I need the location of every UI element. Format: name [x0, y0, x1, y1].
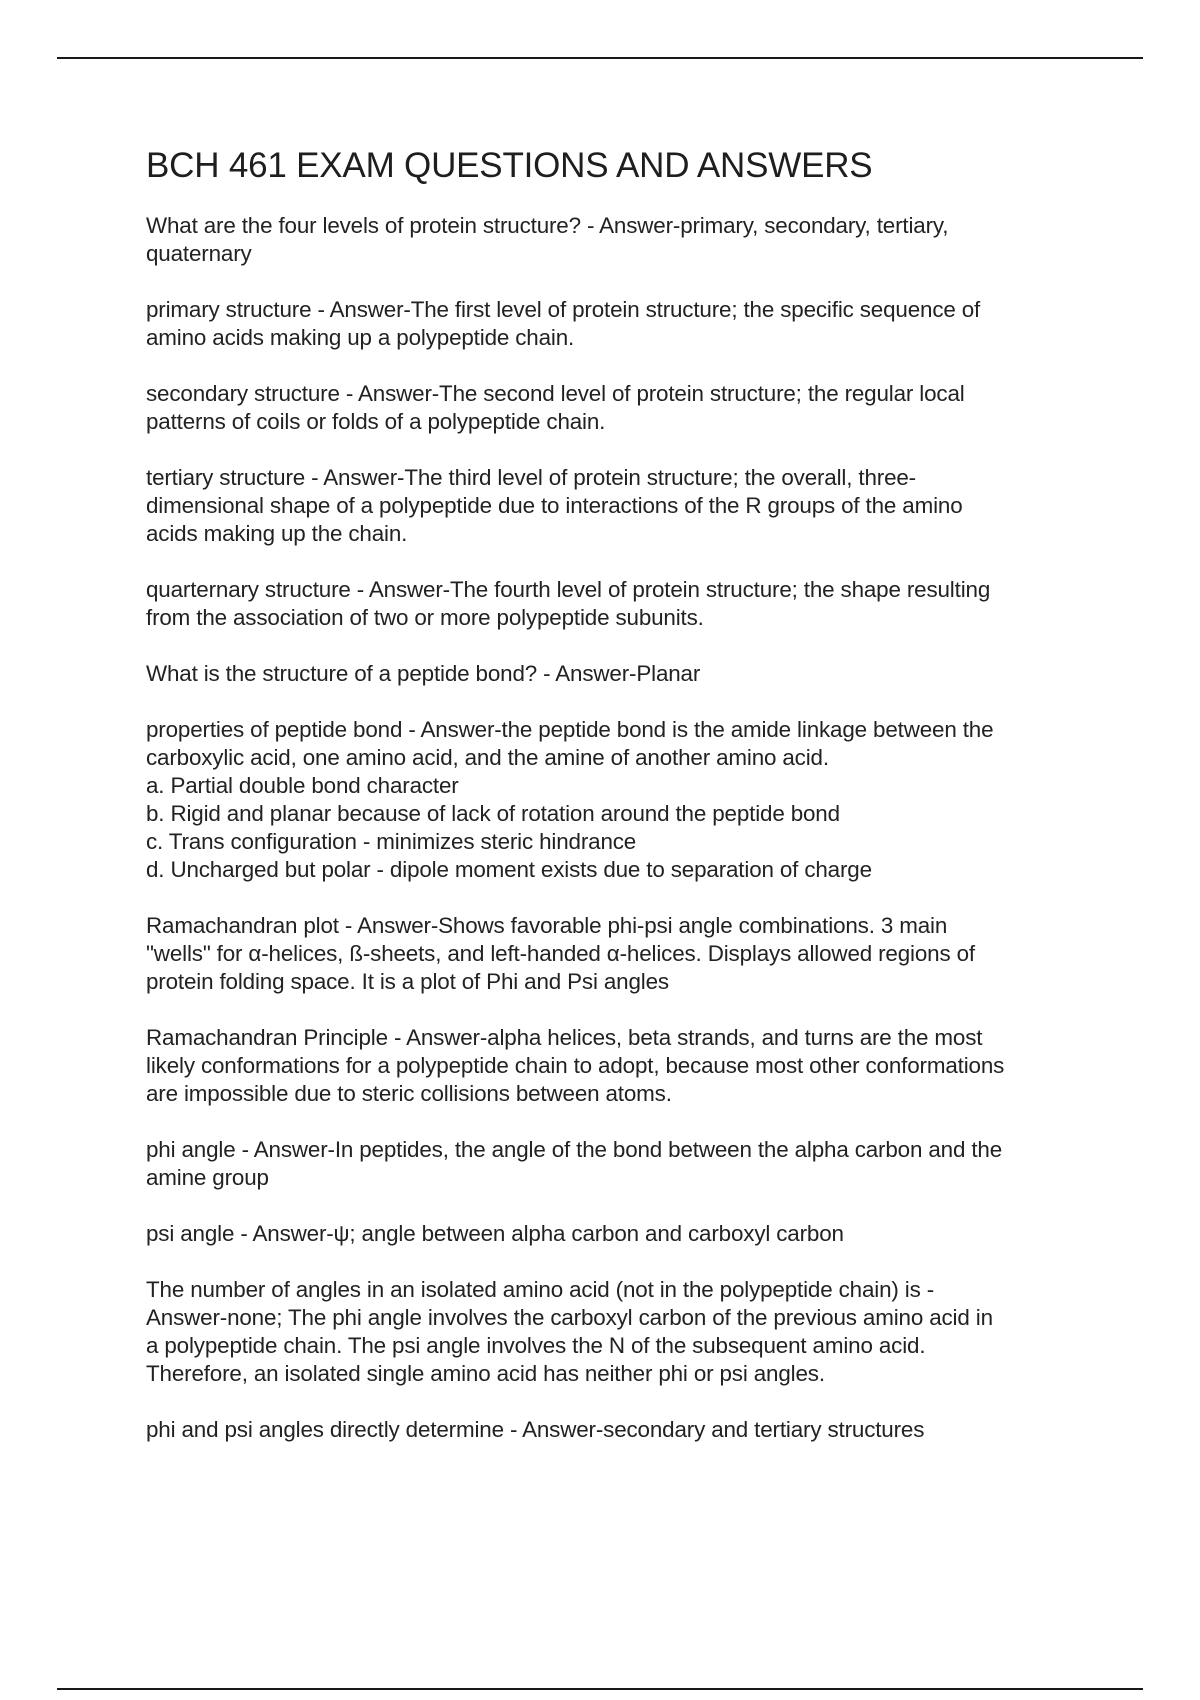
- document-title: BCH 461 EXAM QUESTIONS AND ANSWERS: [146, 146, 873, 185]
- qa-entry-line: What are the four levels of protein structure? - Answer-primary, secondary, tertiary,: [146, 213, 949, 238]
- qa-list: [146, 212, 1091, 1444]
- qa-entry-line: The number of angles in an isolated amino acid (not in the polypeptide chain) is -: [146, 1277, 935, 1302]
- qa-entry-line: quarternary structure - Answer-The fourth level of protein structure; the shape resulting: [146, 577, 991, 602]
- qa-entry-line: dimensional shape of a polypeptide due to interactions of the R groups of the amino: [146, 493, 963, 518]
- qa-entry-line: a polypeptide chain. The psi angle involves the N of the subsequent amino acid.: [146, 1333, 926, 1358]
- qa-entry-line: Ramachandran plot - Answer-Shows favorable phi-psi angle combinations. 3 main: [146, 913, 948, 938]
- qa-entry-line: amine group: [146, 1165, 269, 1190]
- qa-entry-line: phi angle - Answer-In peptides, the angle of the bond between the alpha carbon and the: [146, 1137, 1002, 1162]
- qa-entry-line: from the association of two or more polypeptide subunits.: [146, 605, 704, 630]
- qa-entry-line: tertiary structure - Answer-The third level of protein structure; the overall, three-: [146, 465, 916, 490]
- qa-entry: [146, 1136, 1091, 1192]
- qa-entry: [146, 912, 1091, 996]
- qa-entry: [146, 660, 1091, 688]
- qa-entry-line: d. Uncharged but polar - dipole moment exists due to separation of charge: [146, 857, 872, 882]
- qa-entry-line: "wells" for α-helices, ß-sheets, and left-handed α-helices. Displays allowed regions of: [146, 941, 975, 966]
- qa-entry: [146, 296, 1091, 352]
- qa-entry-line: acids making up the chain.: [146, 521, 408, 546]
- top-rule: [57, 57, 1143, 59]
- document-body: [146, 142, 1091, 1472]
- qa-entry-line: likely conformations for a polypeptide chain to adopt, because most other conformations: [146, 1053, 1005, 1078]
- qa-entry-line: a. Partial double bond character: [146, 773, 459, 798]
- qa-entry: [146, 1024, 1091, 1108]
- qa-entry: [146, 1416, 1091, 1444]
- qa-entry-line: psi angle - Answer-ψ; angle between alpha carbon and carboxyl carbon: [146, 1221, 844, 1246]
- bottom-rule: [57, 1688, 1143, 1690]
- qa-entry-line: Therefore, an isolated single amino acid has neither phi or psi angles.: [146, 1361, 825, 1386]
- qa-entry-line: secondary structure - Answer-The second level of protein structure; the regular local: [146, 381, 965, 406]
- qa-entry-line: quaternary: [146, 241, 252, 266]
- qa-entry: [146, 464, 1091, 548]
- qa-entry-line: b. Rigid and planar because of lack of rotation around the peptide bond: [146, 801, 840, 826]
- qa-entry-line: properties of peptide bond - Answer-the peptide bond is the amide linkage between the: [146, 717, 994, 742]
- qa-entry: [146, 576, 1091, 632]
- qa-entry-line: c. Trans configuration - minimizes steric hindrance: [146, 829, 637, 854]
- qa-entry-line: patterns of coils or folds of a polypeptide chain.: [146, 409, 606, 434]
- qa-entry-line: amino acids making up a polypeptide chain.: [146, 325, 575, 350]
- qa-entry-line: carboxylic acid, one amino acid, and the amine of another amino acid.: [146, 745, 829, 770]
- qa-entry-line: primary structure - Answer-The first level of protein structure; the specific sequence of: [146, 297, 981, 322]
- qa-entry: [146, 1276, 1091, 1388]
- qa-entry: [146, 716, 1091, 884]
- qa-entry: [146, 212, 1091, 268]
- qa-entry-line: protein folding space. It is a plot of Phi and Psi angles: [146, 969, 669, 994]
- qa-entry: [146, 1220, 1091, 1248]
- qa-entry: [146, 380, 1091, 436]
- qa-entry-line: What is the structure of a peptide bond? - Answer-Planar: [146, 661, 701, 686]
- qa-entry-line: phi and psi angles directly determine - Answer-secondary and tertiary structures: [146, 1417, 925, 1442]
- qa-entry-line: Answer-none; The phi angle involves the carboxyl carbon of the previous amino acid in: [146, 1305, 993, 1330]
- qa-entry-line: Ramachandran Principle - Answer-alpha helices, beta strands, and turns are the most: [146, 1025, 983, 1050]
- qa-entry-line: are impossible due to steric collisions between atoms.: [146, 1081, 672, 1106]
